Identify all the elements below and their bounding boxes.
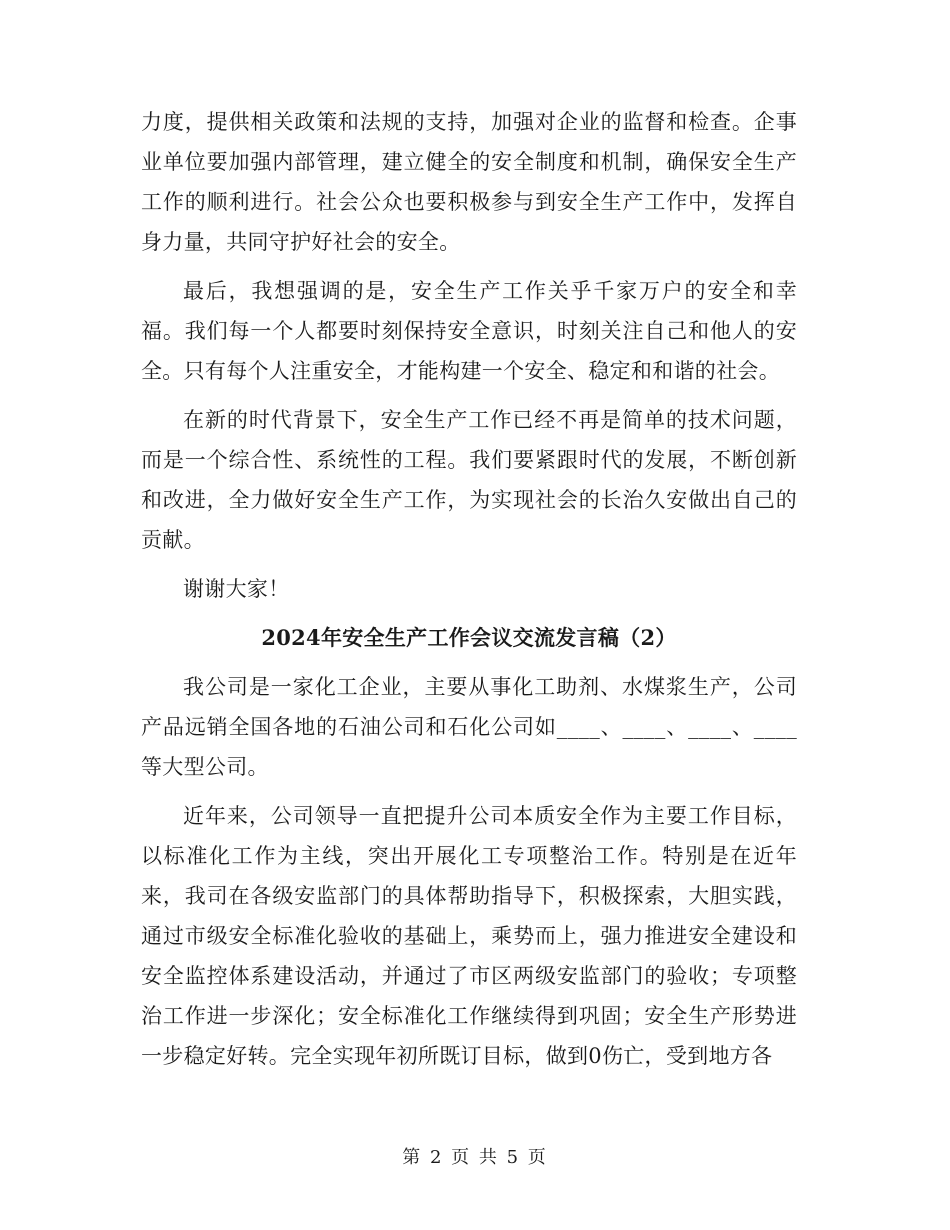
paragraph-company-intro: 我公司是一家化工企业，主要从事化工助剂、水煤浆生产，公司产品远销全国各地的石油公司和石化公司如____、____、____、____等大型公司。 — [141, 675, 797, 779]
paragraph-finally: 最后，我想强调的是，安全生产工作关乎千家万户的安全和幸福。我们每一个人都要时刻保持安全意识，时刻关注自己和他人的安全。只有每个人注重安全，才能构建一个安全、稳定和和谐的社会。 — [141, 279, 797, 383]
section-title: 2024年安全生产工作会议交流发言稿（2） — [261, 625, 677, 650]
paragraph-new-era: 在新的时代背景下，安全生产工作已经不再是简单的技术问题，而是一个综合性、系统性的工程。我们要紧跟时代的发展，不断创新和改进，全力做好安全生产工作，为实现社会的长治久安做出自己的贡献。 — [141, 408, 797, 552]
paragraph-recent-years: 近年来，公司领导一直把提升公司本质安全作为主要工作目标，以标准化工作为主线，突出开展化工专项整治工作。特别是在近年来，我司在各级安监部门的具体帮助指导下，积极探索，大胆实践，通过市级安全标准化验收的基础上，乘势而上，强力推进安全建设和安全监控体系建设活动，并通过了市区两级安监部门的验收；专项整治工作进一步深化；安全标准化工作继续得到巩固；安全生产形势进一步稳定好转。完全实现年初所既订目标，做到0伤亡，受到地方各 — [141, 804, 797, 1068]
paragraph-continued: 力度，提供相关政策和法规的支持，加强对企业的监督和检查。企事业单位要加强内部管理，建立健全的安全制度和机制，确保安全生产工作的顺利进行。社会公众也要积极参与到安全生产工作中，发挥自身力量，共同守护好社会的安全。 — [141, 110, 797, 254]
page-number-footer: 第 2 页 共 5 页 — [402, 1147, 548, 1168]
page-body — [141, 102, 797, 1085]
paragraph-thanks: 谢谢大家！ — [183, 577, 290, 601]
